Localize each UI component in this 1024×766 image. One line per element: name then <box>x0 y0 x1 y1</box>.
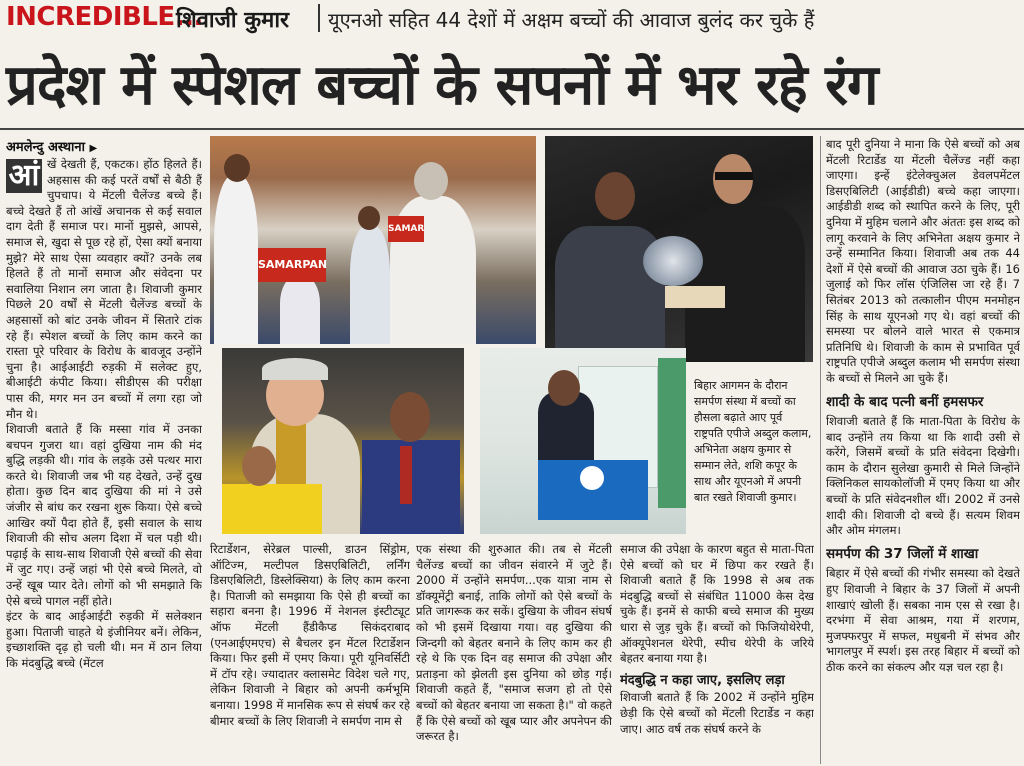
paragraph: एक संस्था की शुरुआत की। तब से मेंटली चैलेंज्ड बच्चों का जीवन संवारने में जुटे हैं। 2000 में उन्होंने समर्पण...एक यात्रा नाम से डॉक्यूमेंट्री बनाई, ताकि लोगों को ऐसे बच्चों के प्रति जागरूक कर सकें। दुखिया के जीवन संघर्ष को भी इसमें दिखाया गया। वह दुखिया की जिन्दगी को बेहतर बनाने के लिए काम कर ही रहे थे कि एक दिन वह समाज की उपेक्षा और प्रताड़ना को झेलती इस दुनिया को छोड़ गई। शिवाजी कहते हैं, "समाज सजग हो तो ऐसे बच्चों को बेहतर बनाया जा सकता है।" वो कहते हैं कि ऐसे बच्चों को खूब प्यार और अपनेपन की जरूरत है। <box>416 542 612 744</box>
paragraph: इंटर के बाद आईआईटी रुड़की में सलेक्शन हुआ। पिताजी चाहते थे इंजीनियर बनें। लेकिन, इच्छाशक्ति दृढ़ हो चली थी। मन में ठान लिया कि मंदबुद्धि बच्चे (मेंटल <box>6 609 202 670</box>
samarpan-banner-small: SAMAR <box>388 216 424 242</box>
article-column-4 <box>620 542 814 764</box>
kicker-divider <box>318 4 320 32</box>
paragraph: बाद पूरी दुनिया ने माना कि ऐसे बच्चों को अब मेंटली रिटार्डेड या मेंटली चैलेंज्ड नहीं कहा जाएगा। इन्हें इंटेलेक्चुअल डेवलपमेंटल डिसएबिलिटी (आईडीडी) बच्चे कहा जाएगा। आईडीडी शब्द को स्थापित करने के लिए, पूरी दुनिया में मुहिम चलाने और अंततः इस शब्द को लागू करवाने के लिए अभिनेता अक्षय कुमार ने उन्हें सम्मानित किया। शिवाजी अब तक 44 देशों में ऐसे बच्चों की आवाज उठा चुके हैं। 16 जुलाई को फिर लॉस एंजिलिस जा रहे हैं। 7 सितंबर 2013 को तत्कालीन पीएम मनमोहन सिंह के साथ यूएनओ गए थे। वहां बच्चों की समस्या पर बोलने वाले भारत से एकमात्र प्रतिनिधि थे। शिवाजी के काम से प्रभावित पूर्व राष्ट्रपति एपीजे अब्दुल कलाम भी समर्पण संस्था के बच्चों से मिलने आ चुके हैं। <box>826 137 1020 385</box>
paragraph: बिहार में ऐसे बच्चों की गंभीर समस्या को देखते हुए शिवाजी ने बिहार के 37 जिलों में अपनी शाखाएं खोली हैं। सबका नाम एस से रखा है। दरभंगा में सेवा आश्रम, गया में शरणम, मुजफ्फरपुर में सफल, मधुबनी में संभव और भागलपुर में स्पर्श। इस तरह बिहार में बच्चों को ठीक करने का संकल्प और यज्ञ चल रहा है। <box>826 566 1020 674</box>
un-logo-icon <box>580 466 604 490</box>
article-column-1 <box>6 157 202 757</box>
subhead-branches: समर्पण की 37 जिलों में शाखा <box>826 545 979 562</box>
drop-cap: आं <box>6 159 42 193</box>
headline-rule <box>0 128 1024 130</box>
photo-caption: बिहार आगमन के दौरान समर्पण संस्था में बच्चों का हौसला बढ़ाते आए पूर्व राष्ट्रपति एपीजे अब्दुल कलाम, अभिनेता अक्षय कुमार से सम्मान लेते, शशि कपूर के साथ और यूएनओ में अपनी बात रखते शिवाजी कुमार। <box>694 379 812 504</box>
article-column-2 <box>210 542 410 764</box>
headline: प्रदेश में स्पेशल बच्चों के सपनों में भर रहे रंग <box>6 53 878 118</box>
kicker-name: शिवाजी कुमार <box>176 8 290 33</box>
photo-award-with-akshay <box>545 136 813 362</box>
subhead-mandbuddhi: मंदबुद्धि न कहा जाए, इसलिए लड़ा <box>620 672 785 688</box>
paragraph: शिवाजी बताते हैं कि माता-पिता के विरोध के बाद उन्होंने तय किया था कि शादी उसी से करेंगे, जिसमें बच्चों के प्रति संवेदना दिखेगी। काम के दौरान सुलेखा कुमारी से मिले जिन्होंने क्लिनिकल सायकोलॉजी में एमए किया था और बच्चों के प्रति संवेदनशील थीं। 2002 में उनसे शादी की। शिवाजी दो बच्चे हैं। सत्यम शिवम और ओम मंगलम। <box>826 414 1020 538</box>
subhead-marriage: शादी के बाद पत्नी बनीं हमसफर <box>826 393 984 410</box>
trophy <box>643 236 703 286</box>
article-column-5 <box>826 137 1020 764</box>
byline <box>6 137 97 155</box>
paragraph: समाज की उपेक्षा के कारण बहुत से माता-पिता ऐसे बच्चों को घर में छिपा कर रखते हैं। शिवाजी बताते हैं कि 1998 से अब तक मंदबुद्धि बच्चों से संबंधित 11000 केस देख चुके हैं। इनमें से काफी बच्चे समाज की मुख्य धारा से जुड़ चुके हैं। बच्चों को फिजियोथेरेपी, ऑक्यूपेशनल थेरेपी, स्पीच थेरेपी के जरिये बेहतर बनाया गया है। <box>620 542 814 666</box>
paragraph: शिवाजी बताते हैं कि 2002 में उन्होंने मुहिम छेड़ी कि ऐसे बच्चों को मेंटली रिटार्डेड न कहा जाए। आठ वर्ष तक संघर्ष करने के <box>620 690 814 736</box>
paragraph: रिटार्डेशन, सेरेब्रल पाल्सी, डाउन सिंड्रोम, ऑटिज्म, मल्टीपल डिसएबिलिटी, लर्निंग डिसएबिलिटी, डिस्लेक्सिया) के लिए काम करना है। पिताजी को समझाया कि ऐसे ही बच्चों का सहारा बनना है। 1996 में नेशनल इंस्टीट्यूट ऑफ मेंटली हैंडीकैप्ड सिकंदराबाद (एनआईएमएच) से बैचलर इन मेंटल रिटार्डेशन किया। फिर इसी में एमए किया। पूरी यूनिवर्सिटी में टॉप रहे। ज्यादातर क्लासमेट विदेश चले गए, लेकिन शिवाजी ने बिहार को अपनी कर्मभूमि बनाया। 1998 में मानसिक रूप से संघर्ष कर रहे बीमार बच्चों के लिए शिवाजी ने समर्पण नाम से <box>210 542 410 728</box>
kicker-strip <box>0 0 1024 36</box>
column-divider <box>820 136 821 764</box>
samarpan-banner: SAMARPAN <box>258 248 326 282</box>
paragraph: शिवाजी बताते हैं कि मस्सा गांव में उनका बचपन गुजरा था। वहां दुखिया नाम की मंद बुद्धि लड़की थी। गांव के लड़के उसे पत्थर मारा करते थे। शिवाजी जब भी यह देखते, उन्हें दुख होता। कुछ दिन बाद दुखिया की मां ने उसे जंजीर से बांध कर रखना शुरू किया। ऐसे बच्चे आखिर क्यों पैदा होते हैं, इसी सवाल के साथ शिवाजी की सोच अलग दिशा में चल पड़ी थी। पढ़ाई के साथ-साथ शिवाजी ऐसे बच्चों की सेवा में जुट गए। उन्हें जहां भी ऐसे बच्चे मिलते, वो उन्हें खूब प्यार देते। लोगों को भी समझाते कि ऐसे बच्चे पागल नहीं होते। <box>6 422 202 608</box>
paragraph: आं खें देखती हैं, एकटक। होंठ हिलते हैं। अहसास की कई परतें वर्षों से बैठी हैं चुपचाप। ये मेंटली चैलेंज्ड बच्चे हैं। बच्चे देखते हैं तो आंखें अचानक से कई सवाल दाग देती हैं समाज पर। मानों मुझसे, आपसे, समाज से, खुदा से पूछ रहे हों, ऐसा क्यों बनाया मुझे? मेरे साथ ऐसा व्यवहार क्यों? उनके लब हिलते हैं तो मानों समाज और संवेदना पर सवालिया निशान लग जाता है। शिवाजी कुमार पिछले 20 वर्षों से मेंटली चैलेंज्ड बच्चों के अहसासों को बांट उनके जीवन में सितारे टांक रहे हैं। स्पेशल बच्चों के लिए काम करने का रास्ता पूरे परिवार के विरोध के बावजूद उन्होंने चुना है। आईआईटी रुड़की में सलेक्ट हुए, बीआईटी कंपीट किया। सीडीएस की परीक्षा पास की, मगर मन उन बच्चों में लगा रहा जो मौन थे। <box>6 157 202 421</box>
photo-with-shashi-kapoor <box>222 348 464 534</box>
article-column-3 <box>416 542 612 764</box>
byline-arrow-icon: ▶ <box>89 143 98 154</box>
kicker-label: INCREDIBLE... <box>6 2 203 32</box>
photo-kalam-with-children <box>210 136 536 344</box>
kicker-subtitle: यूएनओ सहित 44 देशों में अक्षम बच्चों की आवाज बुलंद कर चुके हैं <box>328 8 815 32</box>
photo-uno-speech <box>480 348 686 534</box>
byline-author: अमलेन्दु अस्थाना <box>6 140 85 155</box>
